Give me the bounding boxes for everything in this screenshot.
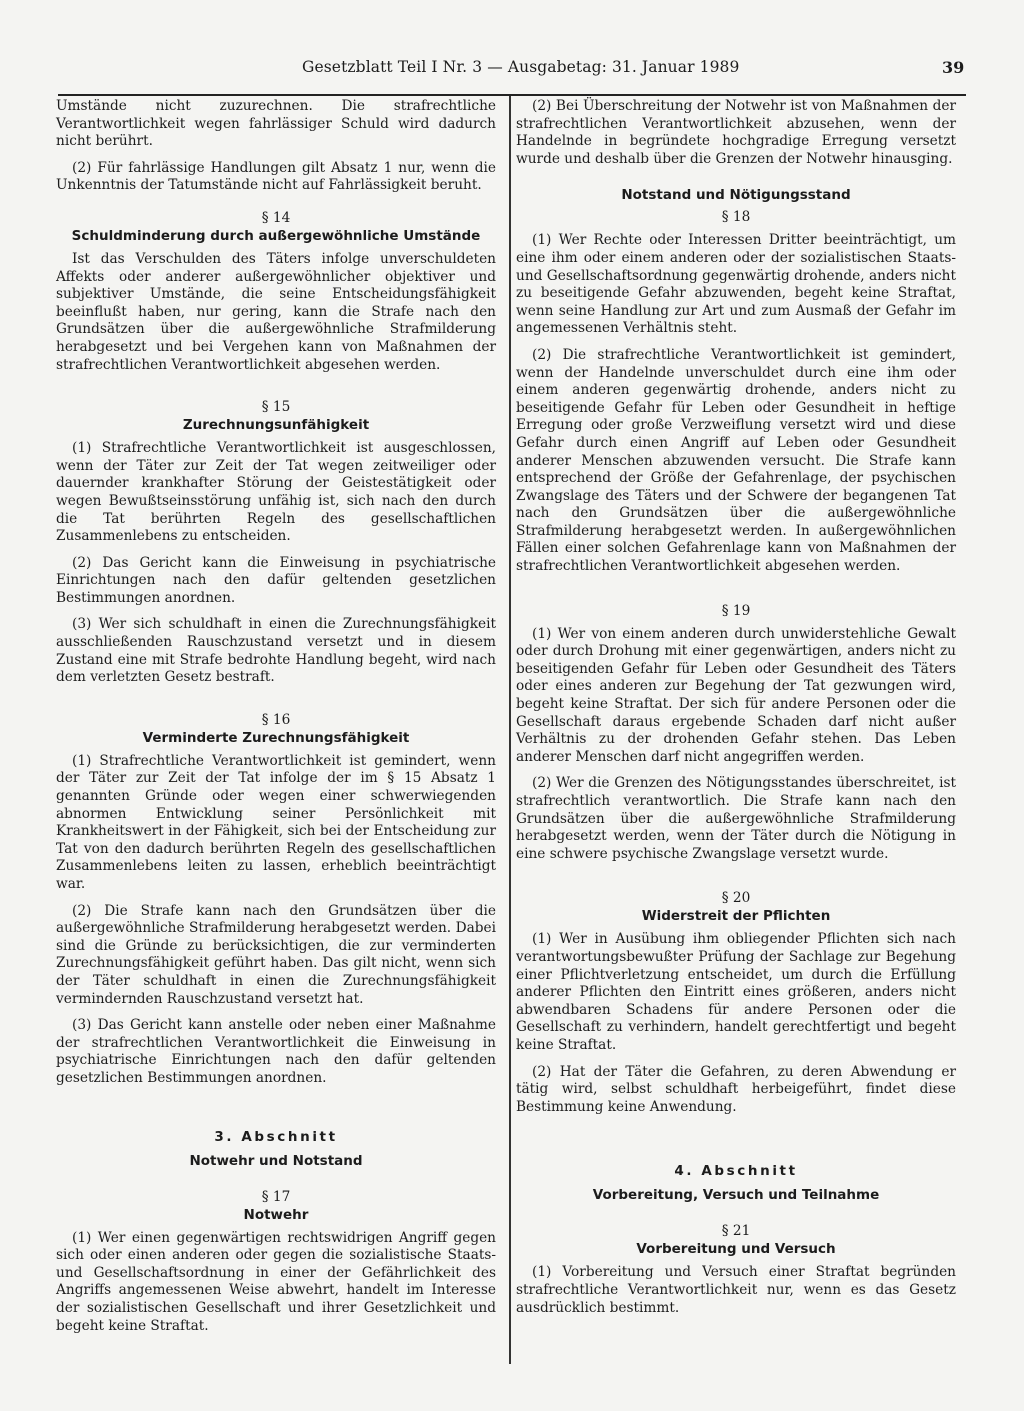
right-column <box>516 98 956 1317</box>
chapter-title: Vorbereitung, Versuch und Teilnahme <box>592 1187 880 1204</box>
paragraph: Umstände nicht zuzurechnen. Die strafrechtliche Verantwortlichkeit wegen fahrlässiger Schuld wird dadurch nicht berührt. <box>56 98 496 150</box>
section-title: Verminderte Zurechnungsfähigkeit <box>142 729 410 746</box>
paragraph: (1) Wer Rechte oder Interessen Dritter beeinträchtigt, um eine ihm oder einem anderen oder der sozialistischen Staats- und Gesellschaftsordnung gegenwärtig drohende, anders nicht zu beseitigende Gefahr abzuwenden, begeht keine Straftat, wenn seine Handlung zur Art und zum Ausmaß der Gefahr im angemessenen Verhältnis steht. <box>516 232 956 337</box>
paragraph: (2) Die strafrechtliche Verantwortlichkeit ist gemindert, wenn der Handelnde unverschuldet durch eine ihm oder einem anderen gegenwärtig drohende, anders nicht zu beseitigende Gefahr für Leben oder Gesundheit in heftige Erregung oder große Verzweiflung versetzt wird und diese Gefahr durch einen Angriff auf Leben oder Gesundheit anderer Menschen abzuwenden versucht. Die Strafe kann entsprechend der Größe der Gefahrenlage, der psychischen Zwangslage des Täters und der Schwere der begangenen Tat nach den Grundsätzen über die außergewöhnliche Strafmilderung herabgesetzt werden. In außergewöhnlichen Fällen einer solchen Gefahrenlage kann von Maßnahmen der strafrechtlichen Verantwortlichkeit abgesehen werden. <box>516 346 956 575</box>
section-title: Schuldminderung durch außergewöhnliche Umstände <box>71 227 481 244</box>
chapter-number: 3. Abschnitt <box>214 1128 338 1145</box>
chapter-title: Notwehr und Notstand <box>189 1152 363 1169</box>
section-number: § 14 <box>261 209 291 226</box>
paragraph: (2) Für fahrlässige Handlungen gilt Absatz 1 nur, wenn die Unkenntnis der Tatumstände nicht auf Fahrlässigkeit beruht. <box>56 159 496 194</box>
running-title: Gesetzblatt Teil I Nr. 3 — Ausgabetag: 31. Januar 1989 <box>302 58 740 76</box>
paragraph: (3) Das Gericht kann anstelle oder neben einer Maßnahme der strafrechtlichen Verantwortlichkeit die Einweisung in psychiatrische Einrichtungen nach den dafür geltenden gesetzlichen Bestimmungen anordnen. <box>56 1017 496 1086</box>
page-number: 39 <box>942 58 965 77</box>
left-column <box>56 98 496 1335</box>
paragraph: (2) Hat der Täter die Gefahren, zu deren Abwendung er tätig wird, selbst schuldhaft herbeigeführt, findet diese Bestimmung keine Anwendung. <box>516 1063 956 1115</box>
paragraph: (2) Das Gericht kann die Einweisung in psychiatrische Einrichtungen nach den dafür geltenden gesetzlichen Bestimmungen anordnen. <box>56 554 496 606</box>
section-number: § 20 <box>721 890 751 907</box>
paragraph: Ist das Verschulden des Täters infolge unverschuldeten Affekts oder anderer außergewöhnlicher objektiver und subjektiver Umstände, die seine Entscheidungsfähigkeit beeinflußt haben, nur gering, kann die Strafe nach den Grundsätzen über die außergewöhnliche Strafmilderung herabgesetzt und bei Vergehen kann von Maßnahmen der strafrechtlichen Verantwortlichkeit abgesehen werden. <box>56 250 496 373</box>
section-title: Notwehr <box>243 1206 309 1223</box>
paragraph: (3) Wer sich schuldhaft in einen die Zurechnungsfähigkeit ausschließenden Rauschzustand versetzt und in diesem Zustand eine mit Strafe bedrohte Handlung begeht, wird nach dem verletzten Gesetz bestraft. <box>56 616 496 686</box>
section-number: § 21 <box>721 1223 751 1240</box>
paragraph: (1) Strafrechtliche Verantwortlichkeit ist ausgeschlossen, wenn der Täter zur Zeit der Tat wegen zeitweiliger oder dauernder krankhafter Störung der Geistestätigkeit oder wegen Bewußtseinsstörung unfähig ist, sich nach den durch die Tat berührten Regeln des gesellschaftlichen Zusammenlebens zu entscheiden. <box>56 440 496 545</box>
chapter-number: 4. Abschnitt <box>674 1163 798 1180</box>
paragraph: (1) Wer von einem anderen durch unwiderstehliche Gewalt oder durch Drohung mit einer gegenwärtigen, anders nicht zu beseitigenden Gefahr für Leben oder Gesundheit des Täters oder eines anderen zur Begehung der Tat gezwungen wird, begeht keine Straftat. Der sich für andere Personen oder die Gesellschaft daraus ergebende Schaden darf nicht außer Verhältnis zu der drohenden Gefahr stehen. Das Leben anderer Menschen darf nicht angegriffen werden. <box>516 625 956 765</box>
column-divider <box>509 96 511 1364</box>
section-number: § 15 <box>261 399 291 416</box>
paragraph: (1) Strafrechtliche Verantwortlichkeit ist gemindert, wenn der Täter zur Zeit der Tat infolge der im § 15 Absatz 1 genannten Gründe oder wegen einer schwerwiegenden abnormen Entwicklung seiner Persönlichkeit mit Krankheitswert in der Fähigkeit, sich bei der Entscheidung zur Tat von den dadurch berührten Regeln des gesellschaftlichen Zusammenlebens leiten zu lassen, erheblich beeinträchtigt war. <box>56 752 496 892</box>
section-title: Zurechnungsunfähigkeit <box>182 417 370 434</box>
paragraph: (2) Die Strafe kann nach den Grundsätzen über die außergewöhnliche Strafmilderung herabgesetzt werden. Dabei sind die Gründe zu berücksichtigen, die zur verminderten Zurechnungsfähigkeit geführt haben. Das gilt nicht, wenn sich der Täter schuldhaft in einen die Zurechnungsfähigkeit vermindernden Rauschzustand versetzt hat. <box>56 902 496 1007</box>
paragraph: (1) Vorbereitung und Versuch einer Straftat begründen strafrechtliche Verantwortlichkeit nur, wenn es das Gesetz ausdrücklich bestimmt. <box>516 1264 956 1316</box>
subheading: Notstand und Nötigungsstand <box>621 187 851 204</box>
section-title: Vorbereitung und Versuch <box>636 1241 836 1258</box>
section-number: § 16 <box>261 711 291 728</box>
section-number: § 18 <box>721 209 751 226</box>
paragraph: (1) Wer in Ausübung ihm obliegender Pflichten sich nach verantwortungsbewußter Prüfung der Sachlage zur Begehung einer Pflichtverletzung entscheidet, um durch die Erfüllung anderer Pflichten den Eintritt eines größeren, anders nicht abwendbaren Schadens für andere Personen oder die Gesellschaft zu verhindern, handelt gerechtfertigt und begeht keine Straftat. <box>516 931 956 1053</box>
page-header <box>0 48 1024 88</box>
section-number: § 17 <box>261 1188 291 1205</box>
section-number: § 19 <box>721 602 751 619</box>
section-title: Widerstreit der Pflichten <box>641 908 831 925</box>
paragraph: (1) Wer einen gegenwärtigen rechtswidrigen Angriff gegen sich oder einen anderen oder gegen die sozialistische Staats- und Gesellschaftsordnung in einer der Gefährlichkeit des Angriffs angemessenen Weise abwehrt, handelt im Interesse der sozialistischen Gesellschaft und ihrer Gesetzlichkeit und begeht keine Straftat. <box>56 1229 496 1334</box>
paragraph: (2) Bei Überschreitung der Notwehr ist von Maßnahmen der strafrechtlichen Verantwortlichkeit abzusehen, wenn der Handelnde in begründete hochgradige Erregung versetzt wurde und deshalb über die Grenzen der Notwehr hinausging. <box>516 98 956 167</box>
header-rule <box>58 94 966 96</box>
paragraph: (2) Wer die Grenzen des Nötigungsstandes überschreitet, ist strafrechtlich verantwortlich. Die Strafe kann nach den Grundsätzen über die außergewöhnliche Strafmilderung herabgesetzt werden, wenn der Täter durch die Nötigung in eine schwere psychische Zwangslage versetzt wurde. <box>516 775 956 862</box>
